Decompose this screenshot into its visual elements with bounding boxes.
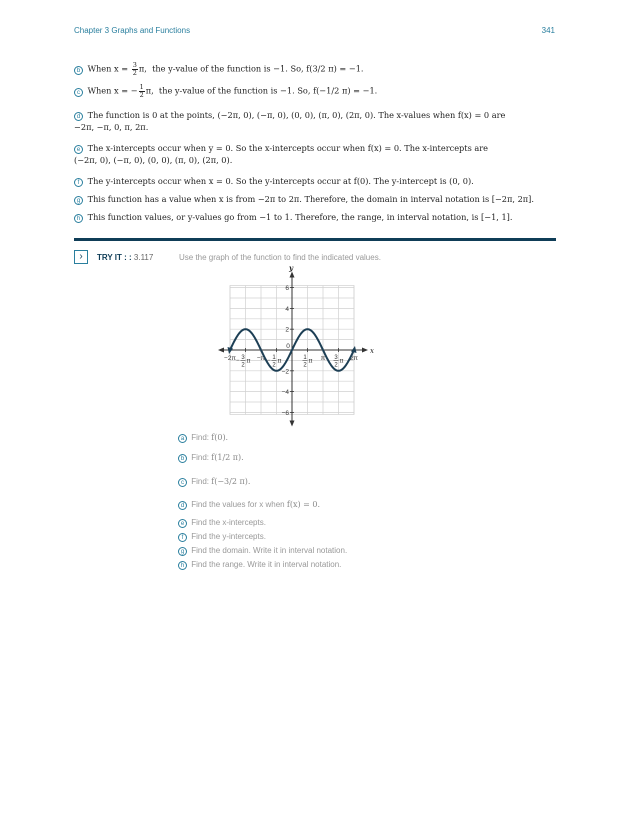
tick-numerator: 3	[241, 355, 245, 361]
solution-text: When	[87, 63, 112, 74]
tick-numerator: 3	[334, 355, 338, 361]
tick-pi: π	[339, 357, 344, 365]
label-g-icon: g	[178, 547, 187, 556]
solution-text: the y-value of the function is −1. So,	[158, 85, 311, 96]
question-text: Find the x-intercepts.	[191, 518, 266, 527]
label-a-icon: a	[178, 434, 187, 443]
solution-text: When	[87, 85, 112, 96]
x-tick-label: −2π	[224, 355, 236, 362]
fraction	[132, 62, 138, 77]
label-e-icon: e	[74, 145, 83, 154]
section-divider	[74, 238, 556, 241]
solution-e	[74, 143, 556, 166]
chapter-title: Chapter 3 Graphs and Functions	[74, 26, 191, 35]
label-c-icon: c	[74, 88, 83, 97]
label-h-icon: h	[74, 214, 83, 223]
solution-text: The function is 0 at the points, (−2π, 0), (−π, 0), (0, 0), (π, 0), (2π, 0). The x-values when f(x) = 0 are	[87, 110, 506, 120]
tick-pi: π	[246, 357, 251, 365]
y-tick-label: 6	[285, 285, 289, 293]
label-c-icon: c	[178, 478, 187, 487]
solution-h	[74, 212, 556, 224]
tick-pi: π	[277, 357, 282, 365]
tick-sign: −	[235, 358, 240, 364]
math-result: f(3/2 π) = −1.	[306, 63, 364, 74]
solution-text: The x-intercepts occur when y = 0. So the x-intercepts occur when f(x) = 0. The x-intercepts are	[87, 143, 489, 153]
solution-b	[74, 62, 556, 77]
question-e	[178, 517, 266, 529]
fraction-denominator: 2	[139, 91, 144, 99]
label-f-icon: f	[74, 178, 83, 187]
math-expression: π,	[138, 63, 147, 74]
question-d	[178, 499, 320, 511]
question-text: Find:	[191, 477, 210, 486]
y-tick-label: 2	[285, 326, 289, 334]
question-text: Find the y-intercepts.	[191, 532, 266, 541]
question-f	[178, 531, 266, 543]
question-text: Find the domain. Write it in interval notation.	[191, 546, 348, 555]
solution-text: the y-value of the function is −1. So,	[152, 63, 304, 74]
question-g	[178, 545, 347, 557]
math-expression: x =	[114, 63, 131, 74]
tick-numerator: 1	[303, 355, 307, 361]
math-expression: π,	[145, 85, 154, 96]
math-expression: f(0).	[211, 433, 229, 442]
tick-sign: −	[266, 358, 271, 364]
question-c	[178, 476, 250, 488]
y-tick-label: −2	[281, 368, 289, 376]
question-text: Find the values for x when	[191, 500, 285, 509]
x-tick-label	[236, 355, 251, 369]
try-it-title: TRY IT : :	[97, 253, 132, 262]
fraction-denominator: 2	[132, 69, 137, 77]
x-axis-arrow-left-icon	[218, 348, 224, 353]
label-e-icon: e	[178, 519, 187, 528]
try-it-number: 3.117	[133, 253, 154, 262]
tick-pi: π	[308, 357, 313, 365]
try-it-instruction: Use the graph of the function to find the indicated values.	[179, 253, 381, 262]
x-tick-label: π	[320, 355, 326, 362]
y-axis-label: y	[289, 264, 294, 273]
fraction-numerator: 3	[132, 61, 137, 69]
x-tick-label: 0	[286, 343, 290, 350]
solution-g	[74, 194, 556, 206]
page-number: 341	[541, 26, 555, 35]
math-expression: f(1/2 π).	[211, 453, 244, 462]
solution-d	[74, 110, 556, 133]
solution-text: This function has a value when x is from −2π to 2π. Therefore, the domain in interval notation is [−2π, 2π].	[87, 194, 534, 204]
solution-text: This function values, or y-values go from −1 to 1. Therefore, the range, in interval notation, is [−1, 1].	[87, 212, 513, 222]
tick-denominator: 2	[241, 362, 245, 369]
question-a	[178, 432, 228, 444]
question-h	[178, 559, 341, 571]
graph-tick-labels	[224, 264, 374, 417]
math-expression: f(−3/2 π).	[211, 477, 251, 486]
tick-denominator: 2	[334, 362, 338, 369]
y-tick-label: −4	[281, 389, 289, 397]
solution-c	[74, 84, 556, 99]
x-axis-arrow-right-icon	[362, 348, 368, 353]
function-graph	[214, 264, 374, 429]
question-text: Find:	[191, 453, 210, 462]
label-b-icon: b	[178, 454, 187, 463]
solution-f	[74, 176, 556, 188]
x-axis-label: x	[370, 347, 374, 355]
chevron-right-icon[interactable]: ›	[74, 250, 88, 264]
x-tick-label: 2π	[349, 355, 359, 362]
solution-text: −2π, −π, 0, π, 2π.	[74, 121, 149, 132]
question-b	[178, 452, 244, 464]
solution-text: (−2π, 0), (−π, 0), (0, 0), (π, 0), (2π, 0).	[74, 154, 233, 165]
try-it-label	[97, 253, 153, 262]
y-tick-label: 4	[285, 305, 289, 313]
solution-text: The y-intercepts occur when x = 0. So the y-intercepts occur at f(0). The y-intercept is (0, 0).	[87, 176, 474, 186]
math-expression: f(x) = 0.	[286, 500, 320, 509]
label-h-icon: h	[178, 561, 187, 570]
math-result: f(−1/2 π) = −1.	[313, 85, 378, 96]
tick-denominator: 2	[272, 362, 276, 369]
fraction-numerator: 1	[139, 83, 144, 91]
label-f-icon: f	[178, 533, 187, 542]
tick-denominator: 2	[303, 362, 307, 369]
fraction	[139, 84, 145, 99]
y-tick-label: −6	[281, 409, 289, 417]
question-text: Find:	[191, 433, 210, 442]
label-g-icon: g	[74, 196, 83, 205]
label-d-icon: d	[74, 112, 83, 121]
tick-numerator: 1	[272, 355, 276, 361]
math-expression: x = −	[114, 85, 138, 96]
label-d-icon: d	[178, 501, 187, 510]
question-text: Find the range. Write it in interval notation.	[191, 560, 342, 569]
label-b-icon: b	[74, 66, 83, 75]
x-tick-label: −π	[256, 355, 266, 362]
y-axis-arrow-down-icon	[290, 420, 295, 426]
